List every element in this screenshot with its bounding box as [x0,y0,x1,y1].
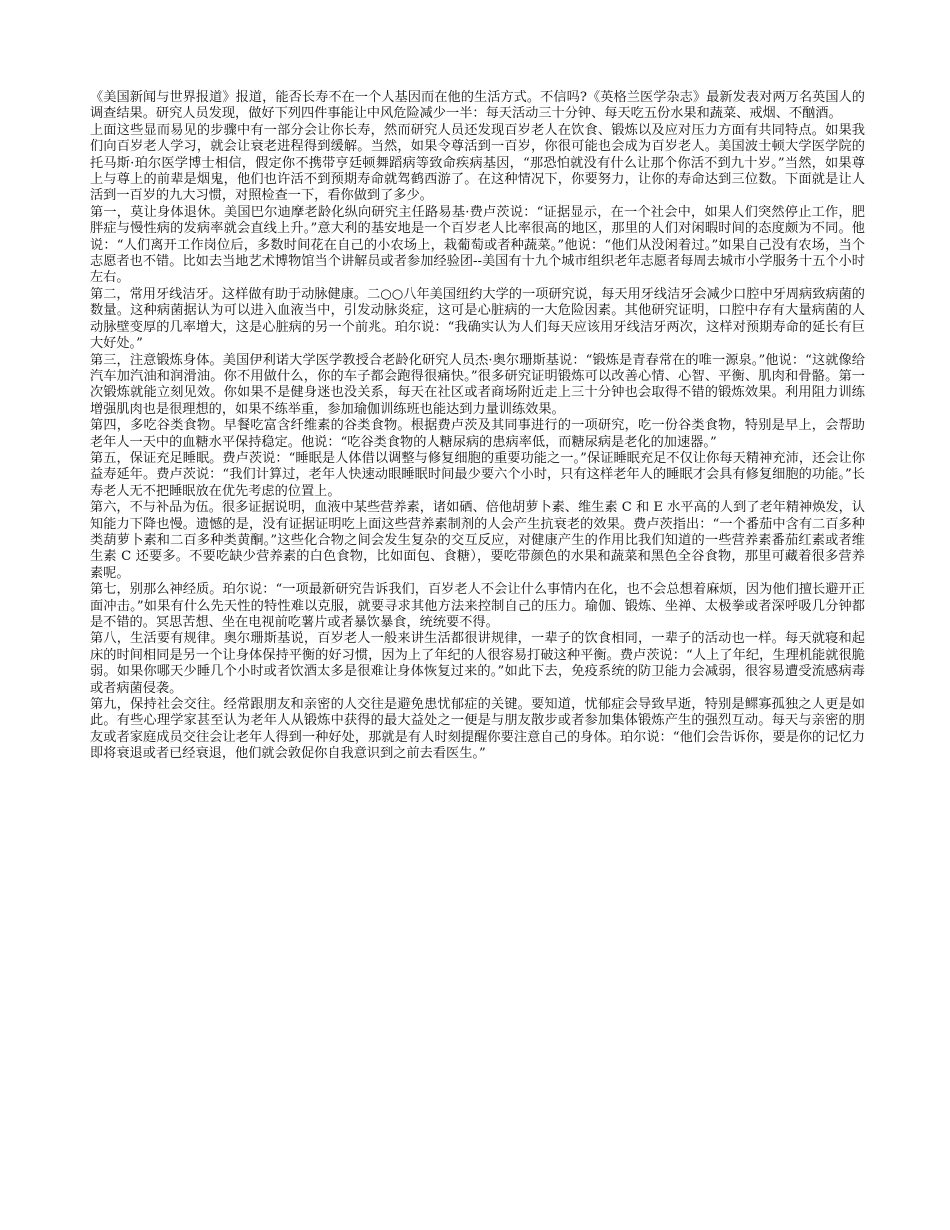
paragraph-habit-3: 第三，注意锻炼身体。美国伊利诺大学医学教授合老龄化研究人员杰·奥尔珊斯基说：“锻炼是青春常在的唯一源泉。”他说：“这就像给汽车加汽油和润滑油。你不用做什么，你的车子都会跑得很痛快。”很多研究证明锻炼可以改善心情、心智、平衡、肌肉和骨骼。第一次锻炼就能立刻见效。你如果不是健身迷也没关系，每天在社区或者商场附近走上三十分钟也会取得不错的锻炼效果。利用阻力训练增强肌肉也是很理想的，如果不练举重，参加瑜伽训练班也能达到力量训练效果。 [90,352,865,417]
paragraph-habit-8: 第八，生活要有规律。奥尔珊斯基说，百岁老人一般来讲生活都很讲规律，一辈子的饮食相同，一辈子的活动也一样。每天就寝和起床的时间相同是另一个让身体保持平衡的好习惯，因为上了年纪的人很容易打破这种平衡。费卢茨说：“人上了年纪，生理机能就很脆弱。如果你哪天少睡几个小时或者饮酒太多是很难让身体恢复过来的。”如此下去，免疫系统的防卫能力会减弱，很容易遭受流感病毒或者病菌侵袭。 [90,631,865,696]
article-body [90,90,865,763]
paragraph-habit-9: 第九，保持社会交往。经常跟朋友和亲密的人交往是避免患忧郁症的关键。要知道，忧郁症会导致早逝，特别是鳏寡孤独之人更是如此。有些心理学家甚至认为老年人从锻炼中获得的最大益处之一便是与朋友散步或者参加集体锻炼产生的强烈互动。每天与亲密的朋友或者家庭成员交往会让老年人得到一种好处，那就是有人时刻提醒你要注意自己的身体。珀尔说：“他们会告诉你，要是你的记忆力即将衰退或者已经衰退，他们就会敦促你自我意识到之前去看医生。” [90,697,865,762]
paragraph-habit-5: 第五，保证充足睡眠。费卢茨说：“睡眠是人体借以调整与修复细胞的重要功能之一。”保证睡眠充足不仅让你每天精神充沛，还会让你益寿延年。费卢茨说：“我们计算过，老年人快速动眼睡眠时间最少要六个小时，只有这样老年人的睡眠才会具有修复细胞的功能。”长寿老人无不把睡眠放在优先考虑的位置上。 [90,450,865,499]
paragraph-habit-6: 第六，不与补品为伍。很多证据说明，血液中某些营养素，诸如硒、倍他胡萝卜素、维生素 C 和 E 水平高的人到了老年精神焕发，认知能力下降也慢。遗憾的是，没有证据证明吃上面这些营养素制剂的人会产生抗衰老的效果。费卢茨指出：“一个番茄中含有二百多种类葫萝卜素和二百多种类黄酮。”这些化合物之间会发生复杂的交互反应，对健康产生的作用比我们知道的一些营养素番茄红素或者维生素 C 还要多。不要吃缺少营养素的白色食物，比如面包、食糖），要吃带颜色的水果和蔬菜和黑色全谷食物，那里可藏着很多营养素呢。 [90,500,865,581]
paragraph-intro: 《美国新闻与世界报道》报道，能否长寿不在一个人基因而在他的生活方式。不信吗?《英格兰医学杂志》最新发表对两万名英国人的调查结果。研究人员发现，做好下列四件事能让中风危险减少一半：每天活动三十分钟、每天吃五份水果和蔬菜、戒烟、不酗酒。 [90,90,865,122]
paragraph-habit-4: 第四，多吃谷类食物。早餐吃富含纤维素的谷类食物。根据费卢茨及其同事进行的一项研究，吃一份谷类食物，特别是早上，会帮助老年人一天中的血糖水平保持稳定。他说：“吃谷类食物的人糖尿病的患病率低，而糖尿病是老化的加速器。” [90,418,865,450]
paragraph-habit-7: 第七，别那么神经质。珀尔说：“一项最新研究告诉我们，百岁老人不会让什么事情内在化，也不会总想着麻烦，因为他们擅长避开正面冲击。”如果有什么先天性的特性难以克服，就要寻求其他方法来控制自己的压力。瑜伽、锻炼、坐禅、太极拳或者深呼吸几分钟都是不错的。冥思苦想、坐在电视前吃薯片或者暴饮暴食，统统要不得。 [90,582,865,630]
paragraph-habit-2: 第二，常用牙线洁牙。这样做有助于动脉健康。二○○八年美国纽约大学的一项研究说，每天用牙线洁牙会减少口腔中牙周病致病菌的数量。这种病菌据认为可以进入血液当中，引发动脉炎症，这可是心脏病的一大危险因素。其他研究证明，口腔中存有大量病菌的人动脉壁变厚的几率增大，这是心脏病的另一个前兆。珀尔说：“我确实认为人们每天应该用牙线洁牙两次，这样对预期寿命的延长有巨大好处。” [90,286,865,352]
paragraph-habit-1: 第一，莫让身体退休。美国巴尔迪摩老龄化纵向研究主任路易基·费卢茨说：“证据显示，在一个社会中，如果人们突然停止工作，肥胖症与慢性病的发病率就会直线上升。”意大利的基安地是一个百岁老人比率很高的地区，那里的人们对闲暇时间的态度颇为不同。他说：“人们离开工作岗位后，多数时间花在自己的小农场上，栽葡萄或者种蔬菜。”他说：“他们从没闲着过。”如果自己没有农场，当个志愿者也不错。比如去当地艺术博物馆当个讲解员或者参加经验团--美国有十九个城市组织老年志愿者每周去城市小学服务十五个小时左右。 [90,204,865,286]
paragraph-overview: 上面这些显而易见的步骤中有一部分会让你长寿，然而研究人员还发现百岁老人在饮食、锻炼以及应对压力方面有共同特点。如果我们向百岁老人学习，就会让衰老进程得到缓解。当然，如果令尊活到一百岁，你很可能也会成为百岁老人。美国波士顿大学医学院的托马斯·珀尔医学博士相信，假定你不携带亨廷顿舞蹈病等致命疾病基因，“那恐怕就没有什么让那个你活不到九十岁。”当然，如果尊上与尊上的前辈是烟鬼，他们也许活不到预期寿命就驾鹤西游了。在这种情况下，你要努力，让你的寿命达到三位数。下面就是让人活到一百岁的九大习惯，对照检查一下，看你做到了多少。 [90,122,865,204]
